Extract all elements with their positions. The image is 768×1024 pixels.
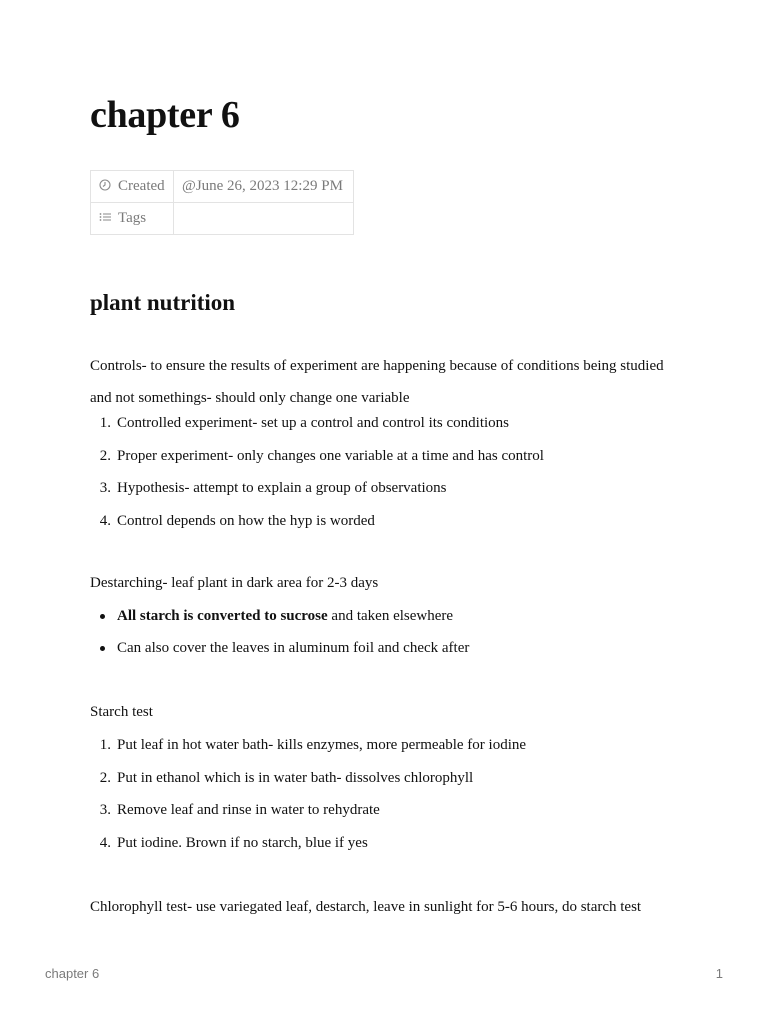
- list-item: [90, 794, 680, 827]
- list-item: [90, 600, 680, 632]
- starch-test-list: [90, 729, 680, 859]
- bold-text: All starch is converted to sucrose: [117, 608, 328, 624]
- property-row-tags: [91, 203, 354, 235]
- properties-table: [90, 170, 354, 235]
- list-item: [90, 729, 680, 762]
- property-value-created[interactable]: @June 26, 2023 12:29 PM: [174, 171, 354, 203]
- page-title: chapter 6: [90, 94, 240, 136]
- controls-list: [90, 407, 680, 537]
- destarching-paragraph: Destarching- leaf plant in dark area for 2-3 days: [90, 575, 379, 591]
- property-label: Created: [118, 178, 165, 194]
- list-item-text: Proper experiment- only changes one variable at a time and has control: [117, 447, 544, 464]
- property-key: [91, 203, 174, 235]
- list-item-text: and taken elsewhere: [327, 608, 454, 624]
- section-heading: plant nutrition: [90, 290, 236, 315]
- list-number: 3.: [99, 480, 111, 496]
- list-number: 1.: [99, 737, 111, 753]
- bullet-icon: [100, 614, 105, 619]
- chlorophyll-paragraph: Chlorophyll test- use variegated leaf, destarch, leave in sunlight for 5-6 hours, do starch test: [90, 899, 642, 915]
- list-item: [90, 440, 680, 473]
- starch-test-heading: Starch test: [90, 704, 153, 720]
- list-item: [90, 505, 680, 538]
- list-item-text: Put iodine. Brown if no starch, blue if yes: [117, 834, 368, 851]
- footer-page-title: chapter 6: [45, 966, 100, 981]
- list-item: [90, 827, 680, 860]
- controls-paragraph: Controls- to ensure the results of experiment are happening because of conditions being studied and not somethings- should only change one variable: [90, 358, 664, 406]
- list-item-text: Hypothesis- attempt to explain a group of observations: [117, 480, 447, 496]
- property-label: Tags: [118, 210, 147, 226]
- list-icon: [99, 211, 111, 223]
- list-number: 1.: [99, 415, 111, 431]
- list-item-text: Remove leaf and rinse in water to rehydrate: [117, 802, 380, 818]
- list-item-text: Control depends on how the hyp is worded: [117, 512, 375, 529]
- list-item: [90, 472, 680, 505]
- list-item: [90, 762, 680, 795]
- bullet-icon: [100, 646, 105, 651]
- list-item: [90, 632, 680, 664]
- list-number: 4.: [99, 834, 111, 851]
- clock-icon: [99, 179, 111, 191]
- destarching-list: [90, 600, 680, 664]
- property-value-tags[interactable]: [174, 203, 354, 235]
- list-item-text: Put in ethanol which is in water bath- dissolves chlorophyll: [117, 769, 474, 786]
- list-number: 2.: [99, 769, 111, 786]
- list-item-text: Put leaf in hot water bath- kills enzymes, more permeable for iodine: [117, 737, 527, 753]
- list-item-text: Can also cover the leaves in aluminum foil and check after: [117, 640, 470, 656]
- property-key: [91, 171, 174, 203]
- footer-page-number: 1: [715, 966, 723, 981]
- list-number: 4.: [99, 512, 111, 529]
- list-number: 3.: [99, 802, 111, 818]
- list-item: [90, 407, 680, 440]
- list-item-text: Controlled experiment- set up a control and control its conditions: [117, 415, 509, 431]
- property-row-created: [91, 171, 354, 203]
- list-number: 2.: [99, 447, 111, 464]
